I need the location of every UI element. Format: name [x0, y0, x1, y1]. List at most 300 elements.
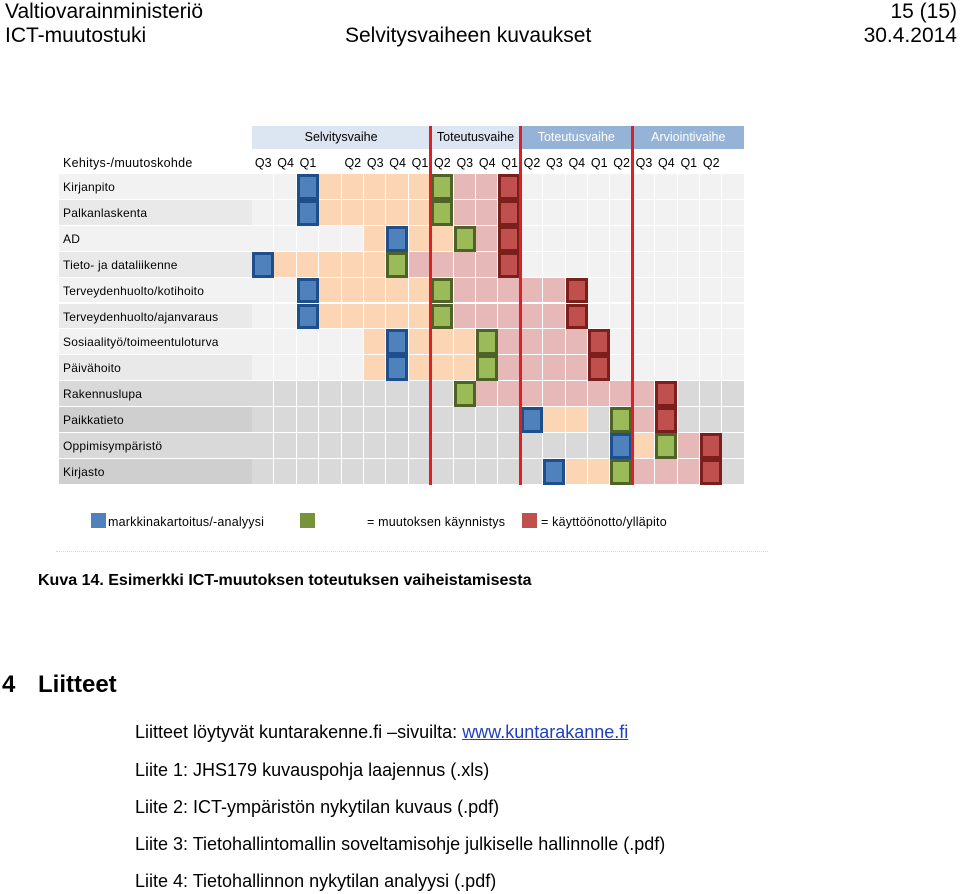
grid-cell: [454, 278, 476, 304]
phase-divider-line: [631, 126, 634, 485]
grid-cell: [409, 304, 431, 330]
grid-cell: [588, 381, 610, 407]
grid-cell: [454, 433, 476, 459]
grid-cell: [274, 278, 296, 304]
grid-cell: [364, 381, 386, 407]
grid-cell: [274, 200, 296, 226]
green-phase-marker: [431, 304, 453, 330]
legend-text: markkinakartoitus/-analyysi: [108, 515, 265, 529]
red-phase-marker: [588, 329, 610, 355]
grid-cell: [610, 174, 632, 200]
row-label: Kirjasto: [63, 464, 105, 479]
grid-cell: [588, 174, 610, 200]
grid-cell: [566, 459, 588, 485]
grid-cell: [342, 304, 364, 330]
grid-cell: [409, 433, 431, 459]
grid-cell: [386, 433, 408, 459]
grid-cell: [386, 174, 408, 200]
grid-cell: [364, 329, 386, 355]
grid-cell: [543, 433, 565, 459]
grid-cell: [678, 433, 700, 459]
attachments-intro-text: Liitteet löytyvät kuntarakenne.fi –sivuilta:: [135, 722, 463, 742]
grid-cell: [566, 407, 588, 433]
grid-cell: [566, 252, 588, 278]
legend-text: = käyttöönotto/ylläpito: [541, 515, 667, 529]
grid-cell: [633, 278, 655, 304]
grid-cell: [454, 329, 476, 355]
grid-cell: [566, 329, 588, 355]
quarter-label: Q3: [546, 156, 563, 170]
grid-cell: [297, 226, 319, 252]
grid-cell: [700, 304, 722, 330]
grid-cell: [252, 304, 274, 330]
grid-cell: [431, 329, 453, 355]
grid-cell: [498, 381, 520, 407]
grid-cell: [722, 433, 744, 459]
grid-cell: [342, 329, 364, 355]
grid-cell: [364, 459, 386, 485]
blue-phase-marker: [297, 304, 319, 330]
grid-cell: [364, 304, 386, 330]
grid-cell: [476, 278, 498, 304]
grid-cell: [543, 304, 565, 330]
grid-cell: [409, 407, 431, 433]
grid-cell: [722, 459, 744, 485]
grid-cell: [610, 252, 632, 278]
grid-cell: [274, 407, 296, 433]
phase-label-1: Selvitysvaihe: [252, 126, 430, 149]
grid-cell: [722, 304, 744, 330]
row-label: Terveydenhuolto/kotihoito: [63, 283, 205, 298]
grid-cell: [700, 278, 722, 304]
row-label: Oppimisympäristö: [63, 439, 163, 453]
grid-cell: [386, 200, 408, 226]
grid-cell: [566, 355, 588, 381]
green-phase-marker: [431, 200, 453, 226]
grid-cell: [386, 278, 408, 304]
grid-cell: [633, 329, 655, 355]
grid-cell: [431, 459, 453, 485]
grid-cell: [476, 433, 498, 459]
grid-cell: [633, 200, 655, 226]
legend-swatch: [300, 513, 315, 528]
grid-cell: [454, 355, 476, 381]
row-label: Palkanlaskenta: [63, 205, 148, 220]
grid-cell: [633, 252, 655, 278]
grid-cell: [252, 226, 274, 252]
grid-cell: [476, 381, 498, 407]
grid-cell: [252, 407, 274, 433]
phase-divider-line: [429, 126, 432, 485]
quarter-label: Q2: [613, 156, 630, 170]
red-phase-marker: [700, 459, 722, 485]
quarter-label: Q2: [523, 156, 541, 170]
blue-phase-marker: [386, 355, 408, 381]
grid-cell: [386, 381, 408, 407]
grid-cell: [633, 174, 655, 200]
grid-cell: [476, 459, 498, 485]
attachment-item-4: Liite 4: Tietohallinnon nykytilan analyysi (.pdf): [135, 871, 497, 891]
grid-cell: [319, 304, 341, 330]
green-phase-marker: [454, 381, 476, 407]
grid-cell: [431, 252, 453, 278]
grid-cell: [566, 174, 588, 200]
quarter-label: Q3: [456, 156, 474, 170]
blue-phase-marker: [521, 407, 543, 433]
grid-cell: [319, 355, 341, 381]
grid-cell: [476, 407, 498, 433]
grid-cell: [543, 355, 565, 381]
quarter-label: Q2: [702, 156, 720, 170]
grid-cell: [566, 226, 588, 252]
grid-cell: [319, 174, 341, 200]
grid-cell: [319, 252, 341, 278]
grid-cell: [342, 407, 364, 433]
grid-cell: [297, 355, 319, 381]
grid-cell: [431, 407, 453, 433]
grid-cell: [342, 278, 364, 304]
grid-cell: [521, 329, 543, 355]
attachments-intro: [135, 721, 628, 743]
green-phase-marker: [610, 407, 632, 433]
grid-cell: [521, 381, 543, 407]
grid-cell: [498, 407, 520, 433]
grid-cell: [498, 278, 520, 304]
row-label: Kirjanpito: [63, 180, 116, 194]
green-phase-marker: [610, 459, 632, 485]
row-label: Paikkatieto: [63, 413, 124, 428]
grid-cell: [364, 252, 386, 278]
grid-cell: [678, 278, 700, 304]
grid-cell: [274, 433, 296, 459]
grid-cell: [588, 304, 610, 330]
grid-cell: [297, 381, 319, 407]
grid-cell: [274, 174, 296, 200]
legend-swatch: [522, 513, 537, 528]
grid-cell: [521, 459, 543, 485]
grid-cell: [454, 252, 476, 278]
quarter-label: Q2: [434, 156, 451, 170]
red-phase-marker: [588, 355, 610, 381]
quarter-label: Q4: [389, 156, 406, 170]
grid-cell: [566, 381, 588, 407]
quarter-label: Q1: [411, 156, 429, 170]
grid-cell: [521, 200, 543, 226]
attachment-item-2: Liite 2: ICT-ympäristön nykytilan kuvaus (.pdf): [135, 797, 500, 817]
grid-cell: [722, 407, 744, 433]
phase-label-2: Toteutusvaihe: [431, 126, 520, 149]
grid-cell: [409, 252, 431, 278]
grid-cell: [431, 433, 453, 459]
grid-cell: [543, 200, 565, 226]
grid-cell: [498, 433, 520, 459]
grid-cell: [476, 226, 498, 252]
green-phase-marker: [431, 278, 453, 304]
grid-cell: [319, 329, 341, 355]
green-phase-marker: [476, 329, 498, 355]
blue-phase-marker: [252, 252, 274, 278]
grid-cell: [364, 407, 386, 433]
grid-cell: [543, 252, 565, 278]
red-phase-marker: [655, 407, 677, 433]
grid-cell: [722, 329, 744, 355]
grid-cell: [700, 226, 722, 252]
grid-cell: [678, 200, 700, 226]
quarter-label: Q1: [680, 156, 698, 170]
grid-cell: [588, 278, 610, 304]
phase-label-4: Arviointivaihe: [633, 126, 744, 149]
grid-cell: [633, 407, 655, 433]
grid-cell: [454, 304, 476, 330]
grid-cell: [476, 200, 498, 226]
grid-cell: [274, 355, 296, 381]
grid-cell: [700, 407, 722, 433]
quarter-label: Q1: [501, 156, 518, 170]
grid-cell: [633, 226, 655, 252]
grid-cell: [588, 200, 610, 226]
grid-cell: [252, 381, 274, 407]
grid-cell: [543, 174, 565, 200]
grid-cell: [498, 304, 520, 330]
row-label-background: [59, 226, 253, 251]
grid-cell: [678, 252, 700, 278]
legend-swatch: [91, 513, 106, 528]
grid-cell: [252, 355, 274, 381]
grid-cell: [655, 329, 677, 355]
column-header-kohde: Kehitys-/muutoskohde: [63, 156, 193, 170]
grid-cell: [342, 433, 364, 459]
grid-cell: [342, 174, 364, 200]
grid-cell: [521, 433, 543, 459]
grid-cell: [610, 304, 632, 330]
grid-cell: [633, 433, 655, 459]
grid-cell: [700, 329, 722, 355]
section-title: Liitteet: [38, 671, 117, 698]
grid-cell: [409, 459, 431, 485]
grid-cell: [274, 304, 296, 330]
document-title: Selvitysvaiheen kuvaukset: [345, 24, 592, 47]
quarter-label: Q1: [299, 156, 317, 170]
grid-cell: [431, 381, 453, 407]
grid-cell: [655, 355, 677, 381]
kuntarakenne-link[interactable]: www.kuntarakanne.fi: [462, 722, 629, 742]
grid-cell: [297, 433, 319, 459]
grid-cell: [342, 252, 364, 278]
grid-cell: [588, 433, 610, 459]
grid-cell: [274, 252, 296, 278]
blue-phase-marker: [297, 278, 319, 304]
grid-cell: [409, 226, 431, 252]
grid-cell: [454, 407, 476, 433]
grid-cell: [342, 355, 364, 381]
grid-cell: [342, 200, 364, 226]
grid-cell: [364, 174, 386, 200]
grid-cell: [297, 459, 319, 485]
grid-cell: [498, 459, 520, 485]
grid-cell: [521, 226, 543, 252]
grid-cell: [722, 278, 744, 304]
grid-cell: [588, 407, 610, 433]
quarter-label: Q2: [344, 156, 362, 170]
grid-cell: [319, 381, 341, 407]
grid-cell: [633, 459, 655, 485]
grid-cell: [678, 304, 700, 330]
grid-cell: [409, 174, 431, 200]
grid-cell: [610, 200, 632, 226]
grid-cell: [722, 252, 744, 278]
grid-cell: [319, 226, 341, 252]
grid-cell: [521, 278, 543, 304]
grid-cell: [342, 226, 364, 252]
grid-cell: [722, 200, 744, 226]
grid-cell: [409, 200, 431, 226]
quarter-label: Q1: [590, 156, 608, 170]
grid-cell: [678, 355, 700, 381]
red-phase-marker: [655, 381, 677, 407]
row-label: Terveydenhuolto/ajanvaraus: [63, 309, 219, 324]
grid-cell: [386, 304, 408, 330]
figure-caption: Kuva 14. Esimerkki ICT-muutoksen toteutuksen vaiheistamisesta: [38, 572, 532, 589]
quarter-label: Q4: [568, 156, 586, 170]
grid-cell: [543, 407, 565, 433]
grid-cell: [521, 174, 543, 200]
grid-cell: [655, 304, 677, 330]
section-number: 4: [2, 671, 16, 698]
quarter-label: Q3: [635, 156, 653, 170]
grid-cell: [521, 252, 543, 278]
grid-cell: [297, 329, 319, 355]
grid-cell: [454, 200, 476, 226]
grid-cell: [543, 329, 565, 355]
quarter-label: Q4: [478, 156, 496, 170]
red-phase-marker: [566, 304, 588, 330]
grid-cell: [610, 355, 632, 381]
dotted-separator: [56, 551, 768, 552]
grid-cell: [409, 355, 431, 381]
grid-cell: [409, 381, 431, 407]
grid-cell: [588, 226, 610, 252]
grid-cell: [566, 200, 588, 226]
green-phase-marker: [454, 226, 476, 252]
grid-cell: [386, 407, 408, 433]
quarter-label: Q4: [277, 156, 294, 170]
grid-cell: [476, 252, 498, 278]
row-label: Rakennuslupa: [63, 387, 143, 402]
legend-text: = muutoksen käynnistys: [367, 515, 506, 529]
red-phase-marker: [498, 200, 520, 226]
document-date: 30.4.2014: [863, 24, 957, 47]
grid-cell: [633, 381, 655, 407]
grid-cell: [655, 200, 677, 226]
grid-cell: [364, 226, 386, 252]
grid-cell: [409, 278, 431, 304]
grid-cell: [476, 174, 498, 200]
blue-phase-marker: [386, 226, 408, 252]
grid-cell: [364, 355, 386, 381]
grid-cell: [274, 459, 296, 485]
row-label: AD: [63, 231, 81, 246]
red-phase-marker: [566, 278, 588, 304]
grid-cell: [610, 226, 632, 252]
quarter-label: Q3: [254, 156, 272, 170]
grid-cell: [297, 252, 319, 278]
grid-cell: [319, 407, 341, 433]
green-phase-marker: [476, 355, 498, 381]
grid-cell: [543, 278, 565, 304]
attachment-item-1: Liite 1: JHS179 kuvauspohja laajennus (.xls): [135, 760, 490, 780]
grid-cell: [700, 355, 722, 381]
grid-cell: [498, 329, 520, 355]
grid-cell: [678, 381, 700, 407]
grid-cell: [700, 252, 722, 278]
grid-cell: [498, 355, 520, 381]
grid-cell: [297, 407, 319, 433]
phase-divider-line: [519, 126, 522, 485]
grid-cell: [700, 174, 722, 200]
grid-cell: [655, 226, 677, 252]
grid-cell: [610, 278, 632, 304]
document-project: ICT-muutostuki: [5, 24, 147, 47]
grid-cell: [274, 226, 296, 252]
grid-cell: [543, 381, 565, 407]
grid-cell: [364, 278, 386, 304]
grid-cell: [252, 433, 274, 459]
document-organization: Valtiovarainministeriö: [5, 0, 204, 23]
grid-cell: [588, 252, 610, 278]
row-label: Sosiaalityö/toimeentuloturva: [63, 335, 219, 350]
grid-cell: [364, 200, 386, 226]
page-number: 15 (15): [890, 0, 957, 23]
grid-cell: [342, 459, 364, 485]
red-phase-marker: [498, 174, 520, 200]
blue-phase-marker: [386, 329, 408, 355]
grid-cell: [700, 200, 722, 226]
grid-cell: [521, 304, 543, 330]
grid-cell: [409, 329, 431, 355]
grid-cell: [319, 200, 341, 226]
grid-cell: [319, 433, 341, 459]
grid-cell: [655, 252, 677, 278]
grid-cell: [678, 407, 700, 433]
grid-cell: [386, 459, 408, 485]
grid-cell: [274, 381, 296, 407]
grid-cell: [633, 355, 655, 381]
grid-cell: [342, 381, 364, 407]
grid-cell: [252, 200, 274, 226]
green-phase-marker: [431, 174, 453, 200]
grid-cell: [319, 459, 341, 485]
quarter-label: Q3: [366, 156, 384, 170]
green-phase-marker: [386, 252, 408, 278]
grid-cell: [252, 174, 274, 200]
grid-cell: [678, 226, 700, 252]
red-phase-marker: [498, 226, 520, 252]
grid-cell: [633, 304, 655, 330]
grid-cell: [678, 174, 700, 200]
grid-cell: [521, 355, 543, 381]
grid-cell: [655, 278, 677, 304]
blue-phase-marker: [610, 433, 632, 459]
green-phase-marker: [655, 433, 677, 459]
grid-cell: [543, 226, 565, 252]
grid-cell: [678, 459, 700, 485]
grid-cell: [700, 381, 722, 407]
grid-cell: [454, 174, 476, 200]
grid-cell: [252, 329, 274, 355]
blue-phase-marker: [297, 200, 319, 226]
grid-cell: [655, 459, 677, 485]
row-label: Tieto- ja dataliikenne: [63, 257, 178, 272]
